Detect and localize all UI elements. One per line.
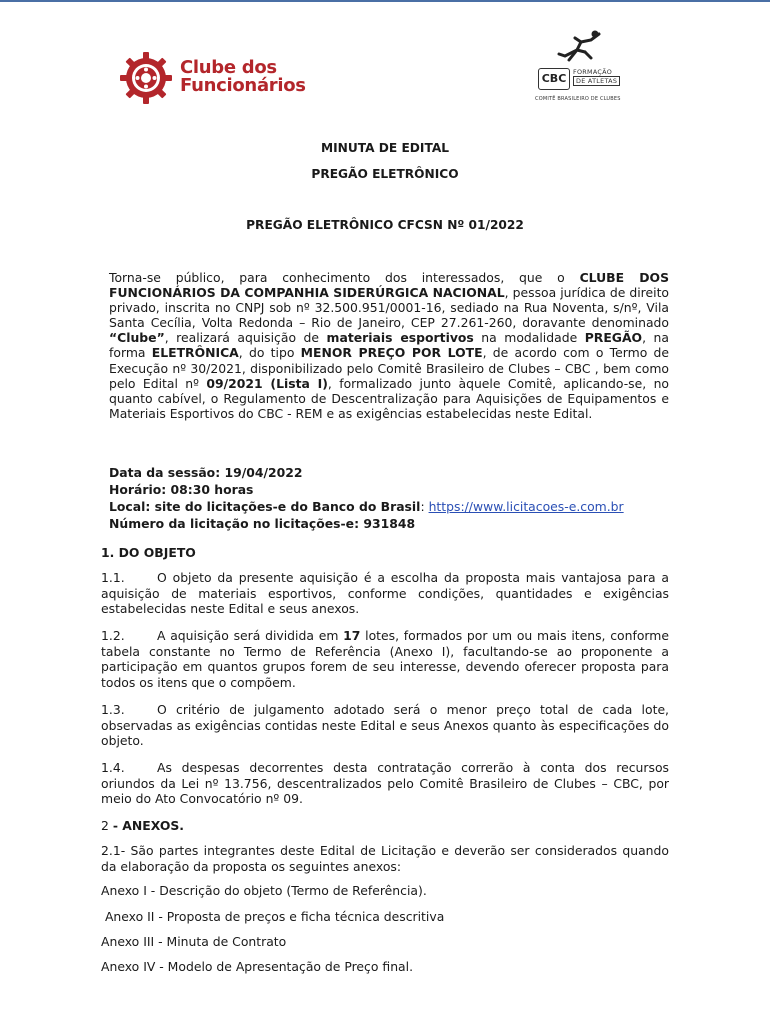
- clube-dos-funcionarios-logo: [118, 50, 318, 106]
- cbc-logo: [533, 30, 633, 106]
- section-2-num: 2: [101, 818, 113, 833]
- annex-3: Anexo III - Minuta de Contrato: [101, 934, 287, 949]
- clause-1-4-num: 1.4.: [101, 760, 125, 775]
- cbc-subtitle: [573, 68, 620, 86]
- section-1-title: 1. DO OBJETO: [101, 545, 196, 560]
- cbc-abbr: CBC: [538, 68, 570, 90]
- clause-1-1: [101, 570, 669, 617]
- intro-t5: , na forma: [109, 330, 669, 361]
- session-number: Número da licitação no licitações-e: 931848: [109, 516, 416, 531]
- clause-1-1-num: 1.1.: [101, 570, 125, 585]
- runner-icon: [555, 30, 615, 68]
- clause-1-3-text: O critério de julgamento adotado será o menor preço total de cada lote, observadas as exigências contidas neste Edital e seus Anexos quanto às especificações do objeto.: [101, 702, 669, 749]
- clause-1-2-a: A aquisição será dividida em: [157, 628, 344, 643]
- intro-t7: , de acordo com o Termo de Execução nº 30/2021, disponibilizado pelo Comitê Brasileiro de Clubes – CBC , bem como pelo Edital nº: [109, 345, 670, 391]
- intro-b1: CLUBE DOS FUNCIONÁRIOS DA COMPANHIA SIDERÚRGICA NACIONAL: [109, 270, 669, 301]
- cbc-sub-line2: DE ATLETAS: [573, 76, 620, 86]
- clause-1-2-c: lotes, formados por um ou mais itens, conforme tabela constante no Termo de Referência (Anexo I), facultando-se ao proponente a participação em quantos grupos forem de seu interesse, devendo oferecer proposta para todos os itens que o compõem.: [101, 628, 669, 690]
- logo-line-1: Clube dos: [180, 57, 277, 78]
- intro-b5: ELETRÔNICA: [151, 345, 239, 361]
- clause-1-4: [101, 760, 669, 807]
- session-date: Data da sessão: 19/04/2022: [109, 465, 303, 480]
- clause-1-4-text: As despesas decorrentes desta contratação correrão à conta dos recursos oriundos da Lei nº 13.756, descentralizados pelo Comitê Brasileiro de Clubes – CBC, por meio do Ato Convocatório nº 09.: [101, 760, 669, 807]
- clause-1-3-num: 1.3.: [101, 702, 125, 717]
- intro-t8: , formalizado junto àquele Comitê, aplicando-se, no quanto cabível, o Regulamento de Descentralização para Aquisições de Equipamentos e Materiais Esportivos do CBC - REM e as exigências estabelecidas neste Edital.: [109, 375, 669, 421]
- session-local-sep: :: [420, 499, 429, 514]
- cbc-footer: COMITÊ BRASILEIRO DE CLUBES: [535, 96, 621, 102]
- logo-wordmark: [180, 59, 306, 95]
- intro-t1: Torna-se público, para conhecimento dos interessados, que o: [109, 270, 580, 285]
- annex-1: Anexo I - Descrição do objeto (Termo de Referência).: [101, 883, 427, 898]
- session-local: [109, 498, 669, 515]
- intro-paragraph: [109, 270, 669, 421]
- intro-b7: 09/2021 (Lista I): [206, 375, 328, 391]
- clause-1-2-num: 1.2.: [101, 628, 125, 643]
- intro-t2: , pessoa jurídica de direito privado, inscrita no CNPJ sob nº 32.500.951/0001-16, sediado na Rua Noventa, s/nº, Vila Santa Cecília, Volta Redonda – Rio de Janeiro, CEP 27.261-260, doravante denominado: [109, 285, 670, 331]
- annex-2: Anexo II - Proposta de preços e ficha técnica descritiva: [101, 909, 445, 924]
- licitacoes-link[interactable]: https://www.licitacoes-e.com.br: [428, 499, 624, 514]
- intro-t4: na modalidade: [473, 330, 585, 346]
- clause-1-2: [101, 628, 669, 690]
- session-local-label: Local: site do licitações-e do Banco do Brasil: [109, 499, 421, 514]
- top-border: [0, 0, 770, 2]
- intro-b4: PREGÃO: [584, 330, 643, 346]
- intro-t6: , do tipo: [238, 345, 301, 361]
- section-2-title: [101, 818, 669, 833]
- intro-b3: materiais esportivos: [326, 330, 474, 346]
- clause-1-3: [101, 702, 669, 749]
- session-info: [109, 464, 669, 532]
- intro-b6: MENOR PREÇO POR LOTE: [300, 345, 483, 361]
- gear-logo-icon: [118, 50, 174, 106]
- doc-title-1: MINUTA DE EDITAL: [320, 141, 450, 155]
- intro-t3: , realizará aquisição de: [164, 330, 327, 346]
- doc-title-3: PREGÃO ELETRÔNICO CFCSN Nº 01/2022: [246, 218, 524, 232]
- intro-b2: “Clube”: [109, 330, 165, 346]
- clause-1-2-b: 17: [343, 628, 361, 643]
- clause-2-1: 2.1- São partes integrantes deste Edital de Licitação e deverão ser considerados quando da elaboração da proposta os seguintes anexos:: [101, 843, 669, 874]
- annex-4: Anexo IV - Modelo de Apresentação de Preço final.: [101, 959, 414, 974]
- logo-line-2: Funcionários: [180, 75, 306, 96]
- section-2-label: - ANEXOS.: [112, 818, 184, 833]
- clause-1-1-text: O objeto da presente aquisição é a escolha da proposta mais vantajosa para a aquisição de materiais esportivos, conforme condições, quantidades e exigências estabelecidas neste Edital e seus anexos.: [101, 570, 669, 617]
- cbc-sub-line1: FORMAÇÃO: [573, 68, 613, 76]
- doc-title-2: PREGÃO ELETRÔNICO: [311, 167, 459, 181]
- session-time: Horário: 08:30 horas: [109, 482, 254, 497]
